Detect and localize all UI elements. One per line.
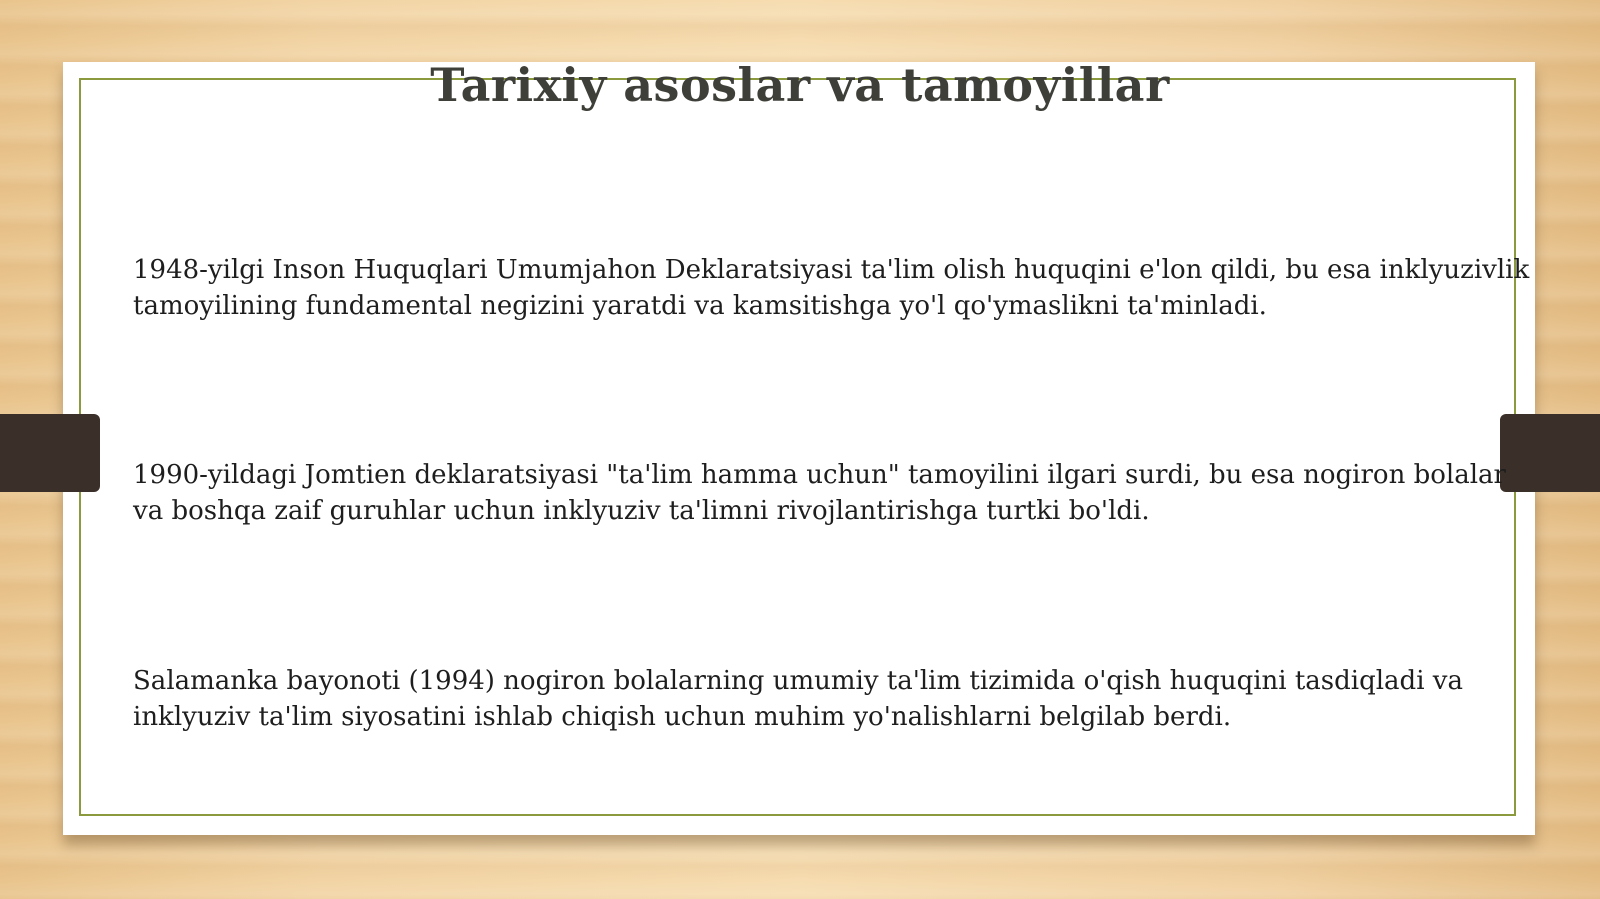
left-side-tab [0, 414, 100, 492]
paragraph-udhr-1948: 1948-yilgi Inson Huquqlari Umumjahon Deklaratsiyasi ta'lim olish huquqini e'lon qildi, bu esa inklyuzivlik tamoyilining fundamental negizini yaratdi va kamsitishga yo'l qo'ymaslikni ta'minladi. [133, 255, 1530, 321]
paragraph-jomtien-1990: 1990-yildagi Jomtien deklaratsiyasi "ta'lim hamma uchun" tamoyilini ilgari surdi, bu esa nogiron bolalar va boshqa zaif guruhlar uchun inklyuziv ta'limni rivojlantirishga turtki bo'ldi. [133, 460, 1506, 526]
paragraph-salamanca-1994: Salamanka bayonoti (1994) nogiron bolalarning umumiy ta'lim tizimida o'qish huquqini tasdiqladi va inklyuziv ta'lim siyosatini ishlab chiqish uchun muhim yo'nalishlarni belgilab berdi. [133, 666, 1463, 732]
slide-title: Tarixiy asoslar va tamoyillar [430, 58, 1170, 112]
